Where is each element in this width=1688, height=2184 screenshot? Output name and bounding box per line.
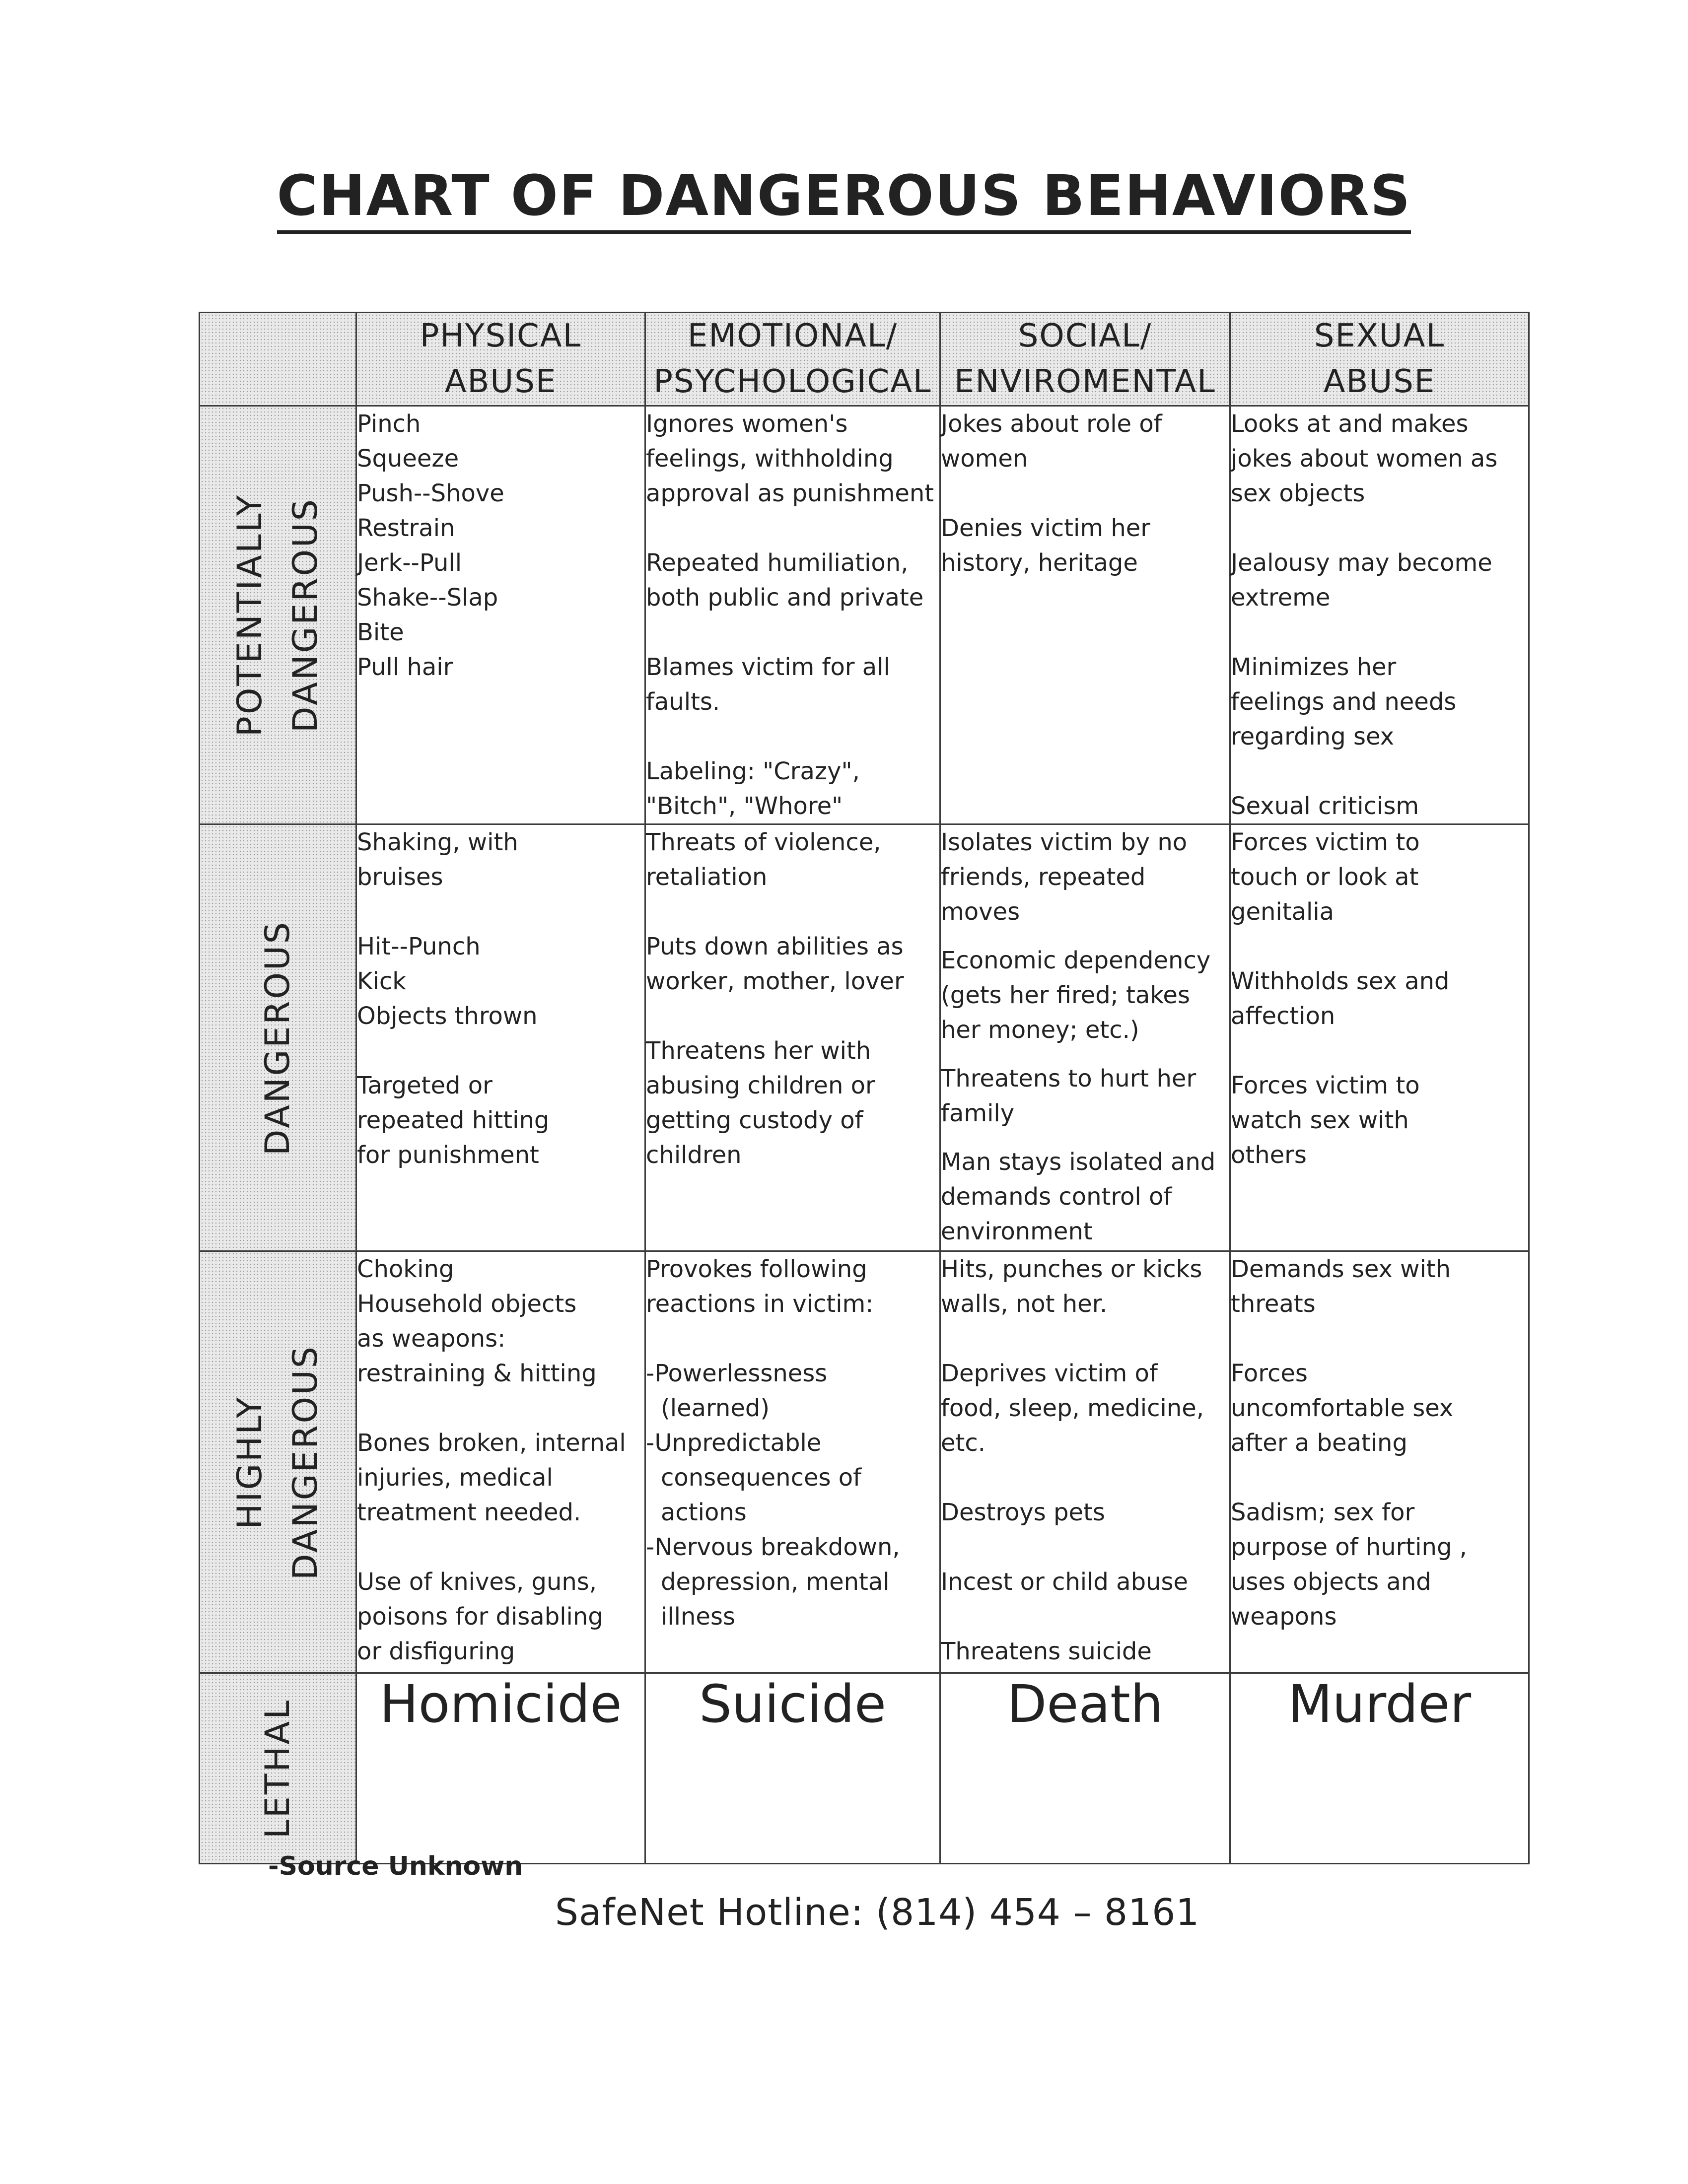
behavior-item: Jealousy may become extreme — [1231, 549, 1492, 612]
column-header-sexual-text: SEXUAL ABUSE — [1314, 318, 1445, 400]
column-header-emotional-text: EMOTIONAL/ PSYCHOLOGICAL — [653, 318, 932, 400]
behavior-item: Restrain — [357, 514, 455, 542]
behavior-item: Use of knives, guns, poisons for disabling or disfiguring — [357, 1568, 603, 1665]
column-header-physical-text: PHYSICAL ABUSE — [420, 318, 582, 400]
behavior-item: Jerk--Pull — [357, 549, 462, 577]
behavior-item: Isolates victim by no friends, repeated moves — [941, 828, 1188, 926]
behavior-item: Forces victim to touch or look at genitalia — [1231, 828, 1420, 926]
behavior-item: Deprives victim of food, sleep, medicine, etc. — [941, 1360, 1204, 1457]
column-header-physical — [356, 313, 645, 406]
behavior-item: Shaking, with bruises — [357, 828, 518, 891]
behavior-item: Threatens to hurt her family — [941, 1065, 1196, 1127]
behavior-item: Denies victim her history, heritage — [941, 514, 1151, 577]
column-header-social-text: SOCIAL/ ENVIROMENTAL — [954, 318, 1216, 400]
behavior-item: Targeted or repeated hitting for punishment — [357, 1072, 550, 1169]
behavior-item: Pull hair — [357, 653, 453, 681]
row-header-potentially-dangerous — [200, 406, 356, 824]
row-header-lethal — [200, 1673, 356, 1864]
cell-potentially-physical — [356, 406, 645, 824]
page-title — [0, 164, 1688, 228]
behavior-item: Hits, punches or kicks walls, not her. — [941, 1255, 1202, 1318]
behavior-item: Shake--Slap — [357, 584, 498, 612]
behavior-item: Withholds sex and affection — [1231, 967, 1450, 1030]
page-title-text: CHART OF DANGEROUS BEHAVIORS — [277, 164, 1411, 234]
column-header-social — [940, 313, 1230, 406]
behavior-item: Sadism; sex for purpose of hurting , uses objects and weapons — [1231, 1499, 1467, 1631]
behavior-item: Bones broken, internal injuries, medical treatment needed. — [357, 1429, 626, 1526]
row-potentially-dangerous — [200, 406, 1529, 824]
behavior-item: Minimizes her feelings and needs regarding sex — [1231, 653, 1457, 751]
row-label-highly-dangerous: HIGHLY DANGEROUS — [230, 1344, 325, 1580]
cell-highly-emotional — [645, 1251, 940, 1673]
behavior-item: Economic dependency (gets her fired; takes her money; etc.) — [941, 947, 1211, 1044]
behavior-item: Looks at and makes jokes about women as sex objects — [1231, 410, 1498, 507]
corner-cell — [200, 313, 356, 406]
row-label-dangerous: DANGEROUS — [258, 920, 297, 1156]
behavior-item: Blames victim for all faults. — [646, 653, 890, 716]
behavior-item: Labeling: "Crazy", "Bitch", "Whore" — [646, 757, 860, 820]
behavior-item: Forces uncomfortable sex after a beating — [1231, 1360, 1454, 1457]
behavior-item: Provokes following reactions in victim: — [646, 1255, 874, 1318]
behavior-item: Puts down abilities as worker, mother, lover — [646, 933, 904, 995]
row-label-lethal: LETHAL — [258, 1698, 297, 1839]
behavior-item: Hit--Punch Kick Objects thrown — [357, 933, 538, 1030]
cell-highly-sexual — [1230, 1251, 1529, 1673]
behavior-item: consequences of actions — [661, 1464, 862, 1526]
behavior-item: (learned) — [661, 1394, 770, 1422]
cell-potentially-emotional — [645, 406, 940, 824]
behavior-item: -Unpredictable — [646, 1429, 822, 1457]
behavior-item: Pinch — [357, 410, 421, 438]
column-header-emotional — [645, 313, 940, 406]
behavior-item: Man stays isolated and demands control of environment — [941, 1148, 1216, 1245]
row-dangerous — [200, 824, 1529, 1251]
behavior-item: depression, mental illness — [661, 1568, 890, 1631]
row-header-highly-dangerous — [200, 1251, 356, 1673]
lethal-emotional: Suicide — [645, 1673, 940, 1864]
behavior-item: Choking Household objects as weapons: restraining & hitting — [357, 1255, 597, 1387]
behavior-item: Threatens suicide — [941, 1638, 1152, 1665]
behavior-item: -Nervous breakdown, — [646, 1533, 900, 1561]
behavior-chart-table — [199, 312, 1530, 1864]
behavior-item: Jokes about role of women — [941, 410, 1162, 473]
behavior-item: Demands sex with threats — [1231, 1255, 1451, 1318]
row-lethal — [200, 1673, 1529, 1864]
cell-dangerous-social — [940, 824, 1230, 1251]
cell-dangerous-physical — [356, 824, 645, 1251]
behavior-item: -Powerlessness — [646, 1360, 828, 1387]
behavior-item: Repeated humiliation, both public and private — [646, 549, 924, 612]
behavior-item: Forces victim to watch sex with others — [1231, 1072, 1420, 1169]
row-label-potentially-dangerous: POTENTIALLY DANGEROUS — [230, 493, 325, 737]
behavior-item: Incest or child abuse — [941, 1568, 1188, 1596]
cell-dangerous-emotional — [645, 824, 940, 1251]
behavior-item: Destroys pets — [941, 1499, 1105, 1526]
cell-highly-social — [940, 1251, 1230, 1673]
cell-dangerous-sexual — [1230, 824, 1529, 1251]
hotline-text: SafeNet Hotline: (814) 454 – 8161 — [555, 1891, 1200, 1934]
behavior-item: Squeeze — [357, 445, 459, 473]
header-row — [200, 313, 1529, 406]
behavior-item: Push--Shove — [357, 479, 504, 507]
behavior-item: Bite — [357, 618, 404, 646]
behavior-item: Threatens her with abusing children or getting custody of children — [646, 1037, 875, 1169]
lethal-social: Death — [940, 1673, 1230, 1864]
cell-potentially-social — [940, 406, 1230, 824]
lethal-physical: Homicide — [356, 1673, 645, 1864]
cell-highly-physical — [356, 1251, 645, 1673]
row-header-dangerous — [200, 824, 356, 1251]
lethal-sexual: Murder — [1230, 1673, 1529, 1864]
behavior-item: Sexual criticism — [1231, 792, 1419, 820]
behavior-item: Ignores women's feelings, withholding approval as punishment — [646, 410, 934, 507]
cell-potentially-sexual — [1230, 406, 1529, 824]
source-note: -Source Unknown — [268, 1851, 523, 1881]
column-header-sexual — [1230, 313, 1529, 406]
row-highly-dangerous — [200, 1251, 1529, 1673]
behavior-item: Threats of violence, retaliation — [646, 828, 881, 891]
